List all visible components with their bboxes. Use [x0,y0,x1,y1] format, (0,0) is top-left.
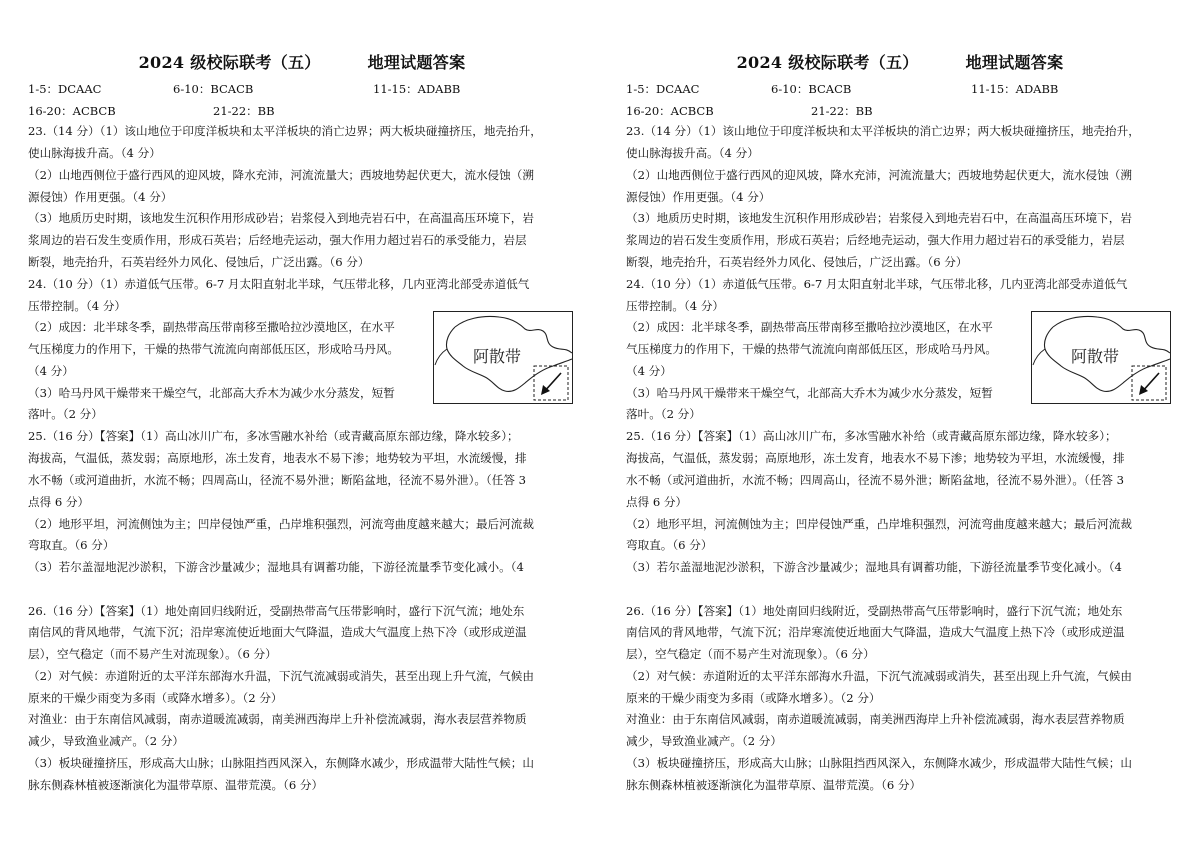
answer-line: 压带控制。（4 分） [626,299,725,313]
answer-line: 25.（16 分）【答案】（1）高山冰川广布，多冰雪融水补给（或青藏高原东部边缘，降水较多）； [28,429,519,443]
answer-line: （3）板块碰撞挤压，形成高大山脉；山脉阻挡西风深入，东侧降水减少，形成温带大陆性气候；山 [626,756,1132,770]
answer-line: 原来的干燥少雨变为多雨（或降水增多）。（2 分） [28,691,283,705]
answer-line: 25.（16 分）【答案】（1）高山冰川广布，多冰雪融水补给（或青藏高原东部边缘，降水较多）； [626,429,1117,443]
answer-line: 南信风的背风地带，气流下沉；沿岸寒流使近地面大气降温，造成大气温度上热下冷（或形成逆温 [28,625,527,639]
answer-line: 层），空气稳定（而不易产生对流现象）。（6 分） [28,647,277,661]
mc-answers-16-20: 16-20：ACBCB [28,104,116,118]
answer-line: （3）哈马丹风干燥带来干燥空气，北部高大乔木为减少水分蒸发，短暂 [28,386,395,400]
answer-line: 断裂，地壳抬升，石英岩经外力风化、侵蚀后，广泛出露。（6 分） [28,255,370,269]
answer-line: （3）若尔盖湿地泥沙淤积，下游含沙量减少；湿地具有调蓄功能，下游径流量季节变化减小。（4 [626,560,1122,574]
mc-answers-1-5: 1-5：DCAAC [28,82,102,96]
africa-map-sketch [1031,311,1171,404]
answer-line: 水不畅（或河道曲折，水流不畅；四周高山，径流不易外泄；断陷盆地，径流不易外泄）。（任答 3 [28,473,526,487]
answer-line: 点得 6 分） [626,495,688,509]
africa-map-sketch [433,311,573,404]
answer-line: 23.（14 分）（1）该山地位于印度洋板块和太平洋板块的消亡边界；两大板块碰撞挤压，地壳抬升， [28,124,542,138]
answer-line: （3）板块碰撞挤压，形成高大山脉；山脉阻挡西风深入，东侧降水减少，形成温带大陆性气候；山 [28,756,534,770]
answer-line: （4 分） [28,364,74,378]
answer-line: 减少，导致渔业减产。（2 分） [626,734,782,748]
answer-line: 对渔业：由于东南信风减弱，南赤道暖流减弱，南美洲西海岸上升补偿流减弱，海水表层营养物质 [28,712,527,726]
answer-line: 使山脉海拔升高。（4 分） [28,146,161,160]
answer-line: 浆周边的岩石发生变质作用，形成石英岩；后经地壳运动，强大作用力超过岩石的承受能力，岩层 [28,233,527,247]
answer-line: 落叶。（2 分） [626,407,701,421]
answer-line: （3）若尔盖湿地泥沙淤积，下游含沙量减少；湿地具有调蓄功能，下游径流量季节变化减小。（4 [28,560,524,574]
mc-answers-6-10: 6-10：BCACB [173,82,254,96]
answer-line: 减少，导致渔业减产。（2 分） [28,734,184,748]
answer-line: 海拔高，气温低，蒸发弱；高原地形，冻土发育，地表水不易下渗；地势较为平坦，水流缓慢，排 [626,451,1125,465]
answer-line: 压带控制。（4 分） [28,299,127,313]
answer-line: （2）山地西侧位于盛行西风的迎风坡，降水充沛，河流流量大；西坡地势起伏更大，流水侵蚀（溯 [28,168,534,182]
answer-line: 源侵蚀）作用更强。（4 分） [28,190,173,204]
answer-line: （3）地质历史时期，该地发生沉积作用形成砂岩；岩浆侵入到地壳岩石中，在高温高压环境下，岩 [626,211,1132,225]
answer-line: （2）地形平坦，河流侧蚀为主；凹岸侵蚀严重，凸岸堆积强烈，河流弯曲度越来越大；最后河流裁 [626,517,1132,531]
answer-line: 弯取直。（6 分） [626,538,713,552]
answer-line: 层），空气稳定（而不易产生对流现象）。（6 分） [626,647,875,661]
answer-line: 落叶。（2 分） [28,407,103,421]
answer-line: 对渔业：由于东南信风减弱，南赤道暖流减弱，南美洲西海岸上升补偿流减弱，海水表层营养物质 [626,712,1125,726]
answer-line: 23.（14 分）（1）该山地位于印度洋板块和太平洋板块的消亡边界；两大板块碰撞挤压，地壳抬升， [626,124,1140,138]
answer-line: （2）对气候：赤道附近的太平洋东部海水升温，下沉气流减弱或消失，甚至出现上升气流，气候由 [626,669,1132,683]
answer-line: 水不畅（或河道曲折，水流不畅；四周高山，径流不易外泄；断陷盆地，径流不易外泄）。（任答 3 [626,473,1124,487]
map-figure [433,311,573,404]
mc-answers-11-15: 11-15：ADABB [373,82,461,96]
answer-line: 脉东侧森林植被逐渐演化为温带草原、温带荒漠。（6 分） [626,778,922,792]
page-title: 2024 级校际联考（五） 地理试题答案 [138,53,466,72]
answer-line: 浆周边的岩石发生变质作用，形成石英岩；后经地壳运动，强大作用力超过岩石的承受能力，岩层 [626,233,1125,247]
answer-line: 气压梯度力的作用下，干燥的热带气流流向南部低压区，形成哈马丹风。 [28,342,400,356]
mc-answers-21-22: 21-22：BB [811,104,873,118]
answer-line: 源侵蚀）作用更强。（4 分） [626,190,771,204]
answer-line: （2）成因：北半球冬季，副热带高压带南移至撒哈拉沙漠地区，在水平 [626,320,993,334]
answer-line: （2）对气候：赤道附近的太平洋东部海水升温，下沉气流减弱或消失，甚至出现上升气流，气候由 [28,669,534,683]
answer-line: 点得 6 分） [28,495,90,509]
map-label: 阿散带 [1070,347,1120,366]
answer-line: 海拔高，气温低，蒸发弱；高原地形，冻土发育，地表水不易下渗；地势较为平坦，水流缓慢，排 [28,451,527,465]
answer-line: （4 分） [626,364,672,378]
answer-line: 弯取直。（6 分） [28,538,115,552]
answer-line: 26.（16 分）【答案】（1）地处南回归线附近，受副热带高气压带影响时，盛行下沉气流；地处东 [626,604,1123,618]
answer-line: （2）成因：北半球冬季，副热带高压带南移至撒哈拉沙漠地区，在水平 [28,320,395,334]
answer-line: 断裂，地壳抬升，石英岩经外力风化、侵蚀后，广泛出露。（6 分） [626,255,968,269]
page-title: 2024 级校际联考（五） 地理试题答案 [736,53,1064,72]
answer-line: （3）哈马丹风干燥带来干燥空气，北部高大乔木为减少水分蒸发，短暂 [626,386,993,400]
mc-answers-6-10: 6-10：BCACB [771,82,852,96]
answer-line: 24.（10 分）（1）赤道低气压带。6-7 月太阳直射北半球，气压带北移，几内亚湾北部受赤道低气 [28,277,530,291]
map-figure [1031,311,1171,404]
answer-line: （2）地形平坦，河流侧蚀为主；凹岸侵蚀严重，凸岸堆积强烈，河流弯曲度越来越大；最后河流裁 [28,517,534,531]
mc-answers-11-15: 11-15：ADABB [971,82,1059,96]
answer-line: （2）山地西侧位于盛行西风的迎风坡，降水充沛，河流流量大；西坡地势起伏更大，流水侵蚀（溯 [626,168,1132,182]
mc-answers-1-5: 1-5：DCAAC [626,82,700,96]
mc-answers-21-22: 21-22：BB [213,104,275,118]
answer-page-left [28,0,576,847]
answer-line: 26.（16 分）【答案】（1）地处南回归线附近，受副热带高气压带影响时，盛行下沉气流；地处东 [28,604,525,618]
answer-line: 使山脉海拔升高。（4 分） [626,146,759,160]
answer-line: 南信风的背风地带，气流下沉；沿岸寒流使近地面大气降温，造成大气温度上热下冷（或形成逆温 [626,625,1125,639]
answer-line: 24.（10 分）（1）赤道低气压带。6-7 月太阳直射北半球，气压带北移，几内亚湾北部受赤道低气 [626,277,1128,291]
answer-line: （3）地质历史时期，该地发生沉积作用形成砂岩；岩浆侵入到地壳岩石中，在高温高压环境下，岩 [28,211,534,225]
answer-line: 气压梯度力的作用下，干燥的热带气流流向南部低压区，形成哈马丹风。 [626,342,998,356]
map-label: 阿散带 [472,347,522,366]
answer-line: 脉东侧森林植被逐渐演化为温带草原、温带荒漠。（6 分） [28,778,324,792]
answer-line: 原来的干燥少雨变为多雨（或降水增多）。（2 分） [626,691,881,705]
mc-answers-16-20: 16-20：ACBCB [626,104,714,118]
answer-page-right [626,0,1174,847]
